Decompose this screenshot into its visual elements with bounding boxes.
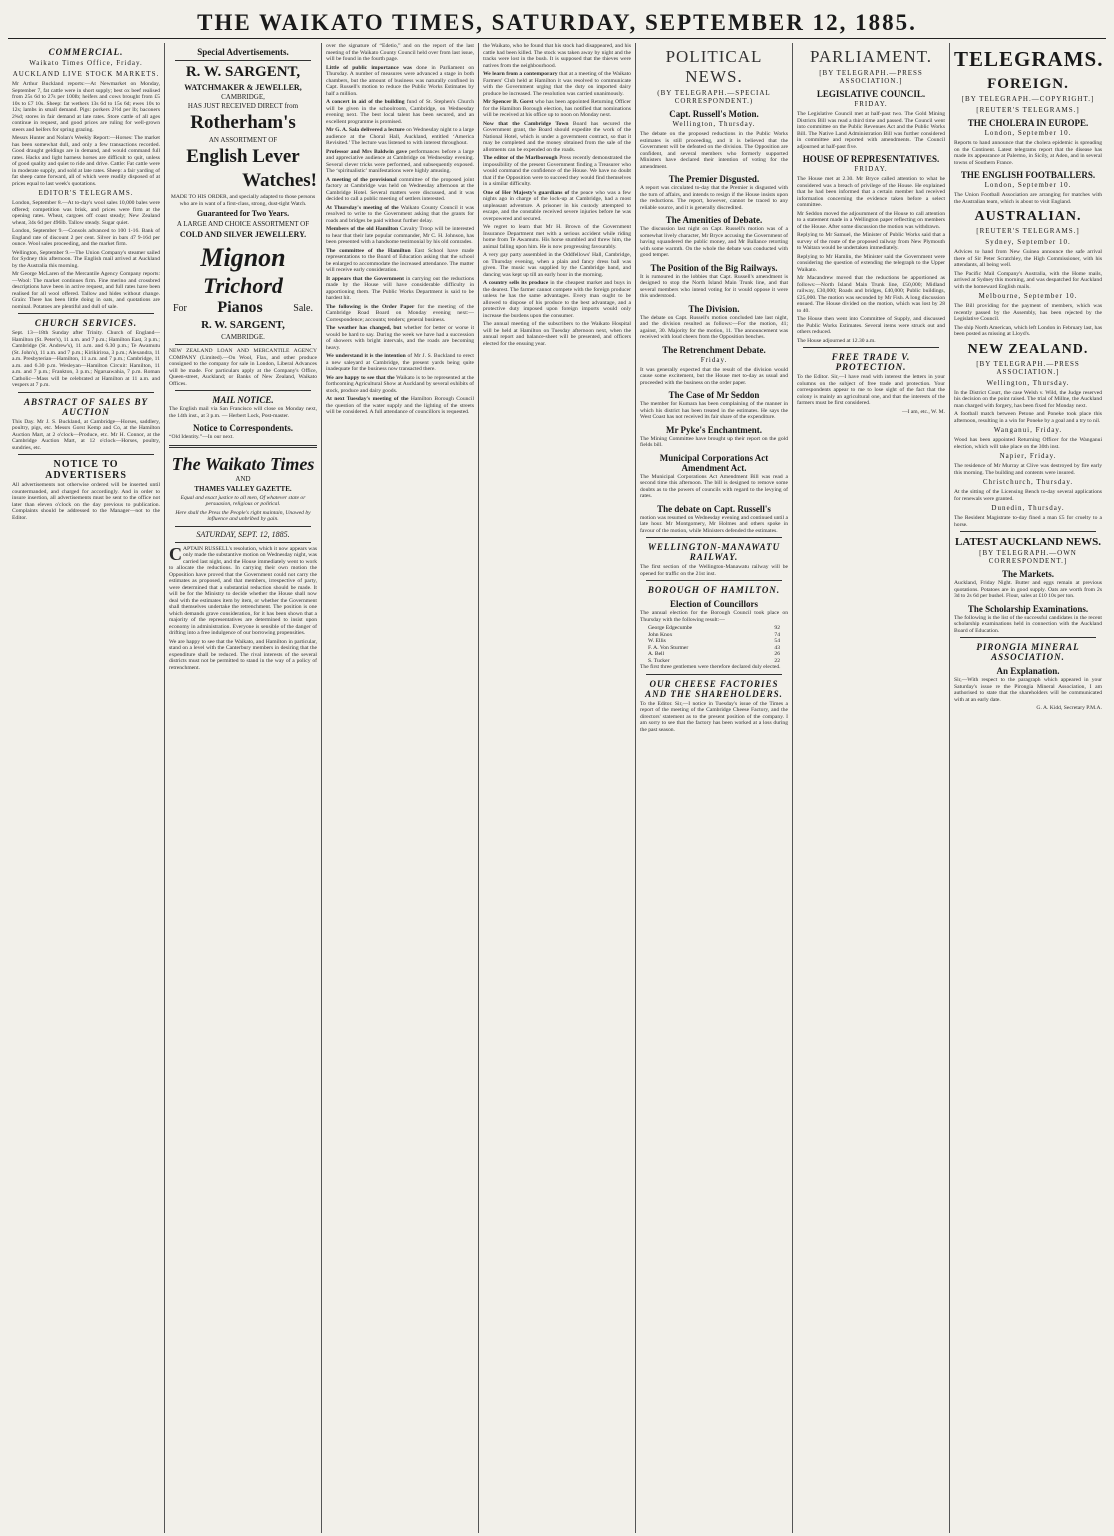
article-heading: THE CHOLERA IN EUROPE. [967,118,1089,128]
article-heading: THE ENGLISH FOOTBALLERS. [960,170,1096,180]
ad-heading: Mignon [200,243,286,272]
article-text: The first section of the Wellington-Manawatu railway will be opened for traffic on the 21st inst. [640,564,788,577]
ad-text: A LARGE AND CHOICE ASSORTMENT OF [176,220,310,228]
article-text: The Bill providing for the payment of members, which was recently passed by the Assembly, has been rejected by the Legislative Council. [954,303,1102,322]
dateline: Christchurch, Thursday. [982,478,1074,486]
ad-pianos-row [169,299,317,317]
dateline: Melbourne, September 10. [978,292,1078,300]
article-text: The residence of Mr Murray at Clive was destroyed by fire early this morning. The building and contents were insured. [954,463,1102,476]
item-body: who has been appointed Returning Officer for the Hamilton Borough election, has notified that nominations will be received at his office up to noon on Monday next. [483,99,631,118]
news-item [326,177,474,203]
section-heading: BOROUGH OF HAMILTON. [647,585,781,595]
section-heading: POLITICAL NEWS. [665,47,763,86]
section-heading: Special Advertisements. [197,47,289,57]
dateline: Waikato Times Office, Friday. [29,59,143,67]
section-heading: OUR CHEESE FACTORIES AND THE SHAREHOLDERS. [645,678,783,699]
news-item [326,276,474,302]
item-lead: The following is the Order Paper [326,303,415,310]
item-body: in carrying out the reductions made by the House will have considerable difficulty in apportioning them. The Public Works Department is said to be hardest hit. [326,275,474,301]
dateline: London, September 10. [984,129,1072,137]
article-text: Mr George McLaren of the Mercantile Agency Company reports:—Wool: The market continues firm. Fine merino and crossbred descriptions have been in active request, and full rates have been realised for all wool offered. Tallow and hides without change. Grain: There has been little doing in oats, and quotations are nominal. Potatoes are plentiful and dull of sale. [12,271,160,310]
ad-text: Sale. [293,302,313,314]
article-text: The discussion last night on Capt. Russell's motion was of a somewhat lively character, Mr Bryce accusing the Government of having squandered the public money, and Mr Ballance retorting with some warmth. On the whole the debate was conducted with good temper. [640,226,788,258]
item-lead: Mr Spencer B. Gorst [483,99,534,105]
newspaper-masthead: THE WAIKATO TIMES, SATURDAY, SEPTEMBER 12, 1885. [8,8,1106,39]
news-item [326,325,474,351]
article-heading: Municipal Corporations Act Amendment Act. [659,452,769,473]
article-text: The debate on the proposed reductions in the Public Works estimates is still proceeding, and it is believed that the Government will be defeated on the division. The Opposition are confident, and several members who formerly supported Ministers have declared their intention of voting for the amendment. [640,131,788,170]
article-text: “Old Identity.”—In our next. [169,434,234,440]
ad-heading: Watches! [242,170,317,191]
column-telegrams [950,43,1106,1533]
article-text: To the Editor. Sir,—I have read with interest the letters in your columns on the subject of free trade and protection. Your correspondents appear to me to lose sight of the fact that the colony is mainly an agricultural one, and that the interests of the farmers must be first considered. [797,374,945,406]
column-advertisements [165,43,322,1533]
article-heading: An Explanation. [996,666,1060,676]
news-item [326,149,474,175]
article-heading: The Division. [688,303,740,314]
item-lead: At next Tuesday's meeting of the [326,396,409,402]
article-text: The Mining Committee have brought up their report on the gold fields bill. [640,435,788,448]
article-text: Reports to hand announce that the cholera epidemic is spreading on the Continent. Latest telegrams report that the disease has made its appearance at Palermo, in Sicily, at Aden, and in several towns of Southern France. [954,140,1102,166]
article-text: At the sitting of the Licensing Bench to-day several applications for renewals were granted. [954,489,1102,502]
item-body: fund of St. Stephen's Church will be given in the schoolroom, Cambridge, on Wednesday evening next. The best local talent has been secured, and an excellent programme is promised. [326,99,474,125]
dateline: FRIDAY. [854,100,888,108]
item-body: of Mr J. S. Buckland to erect a new saleyard at Cambridge, the present yards being quite inadequate for the business now transacted there. [326,353,474,372]
advertiser-name: R. W. SARGENT, [201,319,285,331]
article-text: The annual election for the Borough Council took place on Thursday with the following result:— [640,610,788,623]
signature: —I am, etc., W. M. [901,408,945,415]
item-body: for the meeting of the Cambridge Road Board on Monday evening next:—Correspondence; accounts; tenders; general business. [326,303,474,323]
ad-text: Guaranteed for Two Years. [196,209,290,218]
article-text: To the Editor. Sir,—I notice in Tuesday's issue of the Times a report of the meeting of the Cambridge Cheese Factory, and the directors' statement as to the present position of the company. I am sorry to see that the factory has been worked at a loss during the past season. [640,700,788,733]
article-text: Mr Seddon moved the adjournment of the House to call attention to a statement made in a Wellington paper reflecting on members of the House. After some discussion the motion was withdrawn. [797,210,945,230]
subheading: EDITOR'S TELEGRAMS. [38,189,134,197]
ad-text: HAS JUST RECEIVED DIRECT from [187,102,299,110]
candidate-votes: 43 [774,644,780,651]
item-body: Hamilton Borough Council the question of the water supply and the lighting of the streets will be considered. A full attendance of councillors is requested. [326,396,475,415]
item-lead: A concert in aid of the building [326,99,405,105]
subheading: [BY TELEGRAPH.—OWN CORRESPONDENT.] [979,549,1077,565]
divider [175,390,311,391]
item-lead: The committee of the Hamilton [326,247,411,254]
article-text: All advertisements not otherwise ordered will be inserted until countermanded, and charged for accordingly. And in order to insure insertion, all advertisements must be sent to the office not later than eleven o'clock on the day previous to publication. Complaints should be addressed to the Manager—not to the Editor. [12,482,160,521]
divider [18,392,154,393]
editorial-dateline: SATURDAY, SEPT. 12, 1885. [196,529,290,539]
divider [960,637,1096,638]
ad-text: For [173,302,187,314]
subheading: [BY TELEGRAPH.—COPYRIGHT.] [961,95,1095,103]
article-heading: Capt. Russell's Motion. [669,109,759,119]
item-body: that at a meeting of the Waikato Farmers' Club held at Hamilton it was resolved to communicate with the Government urging that the duty on imported dairy produce be increased. The resolution was carried unanimously. [483,71,631,97]
section-heading: MAIL NOTICE. [212,395,274,405]
divider [175,542,311,543]
article-text: The Pacific Mail Company's Australia, with the Home mails, arrived at Sydney this morning, and was despatched for Auckland with the homeward English mails. [954,270,1102,290]
item-body: whether for better or worse it would be hard to say. During the week we have had a succession of showers with bright intervals, and the roads are becoming heavy. [326,325,474,351]
subheading: [REUTER'S TELEGRAMS.] [976,106,1080,114]
item-body: East School have made representations to the Board of Education asking that the school be enlarged to accommodate the increased attendance. The matter will receive early consideration. [326,247,474,273]
item-body: Board has secured the Government grant, the Board should expedite the work of the National Hotel, which is under a government contract, so that it may be completed and the money obtained from the sale of the allotments can be expended on the roads. [483,120,631,153]
article-text: The House met at 2.30. Mr Bryce called attention to what he considered was a breach of privilege of the House. He explained that he had been informed that a certain member had received information concerning the evidence taken before a select committee. [797,176,945,208]
divider [960,531,1096,532]
article-text: Advices to hand from New Guinea announce the safe arrival there of Sir Peter Scratchley, the High Commissioner, with his attendants, all being well. [954,249,1102,268]
article-heading: Mr Pyke's Enchantment. [665,424,763,435]
article-text: the Waikato, who he found that his stock had disappeared, and his cattle had been killed. The stock was taken away by night and the tracks were lost in the bush. It is supposed that the thieves were natives from the neighbourhood. [483,43,631,69]
article-text: It is rumoured in the lobbies that Capt. Russell's amendment is designed to stop the North Island Main Trunk line, and that several members who intend voting for it would oppose it were this understood. [640,273,788,299]
item-body: performances before a large and appreciative audience at Cambridge on Wednesday evening. Several clever tricks were performed, and subsequently exposed. The ‘spiritualistic’ manifestations were highly amusing. [326,148,474,174]
candidate-name: A. Bell [648,651,665,657]
article-text: Replying to Mr Hamlin, the Minister said the Government were considering the question of extending the telegraph to the Upper Waikato. [797,253,945,273]
subheading: AUCKLAND LIVE STOCK MARKETS. [12,70,160,78]
divider [646,580,782,581]
news-item [326,226,474,246]
article-text: It was generally expected that the result of the division would cause some excitement, but the House met to-day as usual and proceeded with the business on the order paper. [640,366,788,386]
editorial-text [169,543,317,637]
article-heading: The Position of the Big Railways. [650,262,778,273]
item-body: Press recently demonstrated the impossibility of the present Government finding a Treasurer who would command the confidence of the House. We have no doubt that if the Opposition were to succeed they would find themselves in a similar difficulty. [483,155,631,187]
subheading: [BY TELEGRAPH.—PRESS ASSOCIATION.] [819,69,923,85]
article-text: The Legislative Council met at half-past two. The Gold Mining Districts Bill was read a third time and passed. The Council went into committee on the Public Revenues Act and the Public Works Bill. The Native Land Administration Bill was further considered in committee and reported with amendments. The Council adjourned at half-past five. [797,111,945,150]
section-heading: WELLINGTON-MANAWATU RAILWAY. [647,542,781,562]
article-heading: LEGISLATIVE COUNCIL. [816,89,926,99]
item-lead: A meeting of the provisional [326,176,397,183]
item-lead: It appears that the Government [326,275,404,282]
item-body: on Wednesday night to a large audience at the Choral Hall, Auckland, entitled ‘America Revisited.’ The lecture was listened to with interest throughout. [326,127,474,146]
section-heading: PARLIAMENT. [810,47,932,66]
article-heading: HOUSE OF REPRESENTATIVES. [802,154,940,164]
article-text: A very gay party assembled in the Oddfellows' Hall, Cambridge, on Thursday evening, when a plain and fancy dress ball was given. The music was supplied by the Cambridge band, and dancing was kept up till an early hour in the morning. [483,252,631,278]
editorial-text: We are happy to see that the Waikato, and Hamilton in particular, stand on a level with the Canterbury members in desiring that the expenditure shall be reduced. The rival interests of the several districts must not be permitted to stand in the way of a policy of retrenchment. [169,638,317,671]
divider [18,313,154,314]
news-item [483,71,631,97]
section-heading: AUSTRALIAN. [974,209,1082,224]
item-lead: Little of public importance was [326,64,412,71]
section-heading: FREE TRADE V. PROTECTION. [831,352,911,372]
ad-heading: Rotherham's [190,112,296,133]
section-heading: PIRONGIA MINERAL ASSOCIATION. [976,642,1080,662]
section-heading: LATEST AUCKLAND NEWS. [955,536,1101,548]
ad-heading: English Lever [186,146,300,167]
dateline: Dunedin, Thursday. [991,504,1065,512]
item-lead: At Thursday's meeting of the [326,204,399,211]
ad-text: AN ASSORTMENT OF [208,136,278,144]
article-text: Sir,—With respect to the paragraph which appeared in your Saturday's issue re the Pirongia Mineral Association, I am authorised to state that the shareholders will be communicated with at an early date. [954,677,1102,703]
article-text: Wellington, September 9.—The Union Company's steamer sailed for Sydney this afternoon. The English mail arrived at Auckland by the Australia this morning. [12,249,160,269]
candidate-votes: 92 [774,625,780,631]
article-heading: The Premier Disgusted. [668,174,760,184]
article-text: The House then went into Committee of Supply, and discussed the Public Works Estimates. Several items were struck out and others reduced. [797,316,945,335]
news-item [326,396,474,416]
motto: Equal and exact justice to all men, Of whatever state or persuasion, religious or political. [180,494,306,507]
article-text: The annual meeting of the subscribers to the Waikato Hospital will be held at Hamilton on Tuesday afternoon next, when the annual report and balance-sheet will be presented, and officers elected for the ensuing year. [483,321,631,347]
candidate-name: W. Ellis [648,638,666,644]
article-heading: Election of Councillors [670,599,758,609]
dateline: Sydney, September 10. [985,238,1071,246]
advertiser-name: R. W. SARGENT, [185,64,301,80]
editorial-body: APTAIN RUSSELL's resolution, which it now appears was only made the substantive motion on Wednesday night, was carried last night, and the House immediately went to work to allocate the reductions. In carrying their own motion the Opposition have proved that the Government could not carry the estimates as proposed, and that members, irrespective of party, were determined that a substantial reduction should be made. It will be for the Ministry to decide whether the House shall now deal with the estimates item by item, or whether the Government shall themselves undertake the retrenchment. The position is one which demands grave consideration, for it has been shown that a majority of the representatives are determined to insist upon economy in administration. Everyone is sensible of the danger of drifting into a free indulgence of our borrowing propensities. [169,545,317,636]
article-text: Messrs Hunter and Nolan's Weekly Report:—Horses: The market has been somewhat dull, and only a few transactions recorded. Good draught geldings are in demand, and would command full rates. Hacks and light harness horses are difficult to quit, unless of good quality and quiet to ride and drive. Cattle: Fat cattle were in moderate supply, and sold at late rates. Sheep: a fair yarding of fat sheep came forward, all of which were readily disposed of at prices equal to last week's quotations. [12,135,160,187]
dateline: Napier, Friday. [999,452,1057,460]
signature: G. A. Kidd, Secretary P.M.A. [1036,705,1102,711]
news-item [483,121,631,154]
article-text: The debate on Capt. Russell's motion concluded late last night, and the division resulted as follows:—For the motion, 41; against, 30. Majority for the motion, 11. The announcement was received with loud cheers from the Opposition benches. [640,314,788,340]
divider [175,344,311,345]
news-item [326,248,474,274]
news-item [326,65,474,98]
article-heading: The Scholarship Examinations. [967,603,1089,614]
candidate-name: F. A. Von Sturmer [648,644,689,651]
ad-text: WATCHMAKER & JEWELLER, [184,83,302,92]
paper-nameplate-and: AND [235,474,251,483]
drop-cap: C [169,543,182,564]
divider [18,454,154,455]
news-item [483,99,631,119]
section-heading: NOTICE TO ADVERTISERS [45,459,127,481]
item-lead: Members of the old Hamilton [326,226,399,232]
candidate-votes: 74 [774,631,780,638]
section-heading: TELEGRAMS. [954,47,1104,71]
candidate-votes: 22 [774,657,780,664]
item-lead: Mr G. A. Sala delivered a lecture [326,127,405,133]
article-heading: The Markets. [1002,569,1054,579]
subheading: [REUTER'S TELEGRAMS.] [976,227,1080,235]
article-text: A football match between Petone and Poneke took place this afternoon, resulting in a win for Poneke by a goal and a try to nil. [954,411,1102,424]
news-item [326,304,474,324]
item-lead: We are happy to see that the [326,374,395,381]
article-text: Sept. 13—18th Sunday after Trinity. Church of England—Hamilton (St. Peter's), 11 a.m. and 7 p.m.; Hamilton East, 3 p.m.; Cambridge (St. Andrew's), 11 a.m. and 6.30 p.m.; Te Awamutu (St. John's), 11 a.m. and 7 p.m.; Kirikiriroa, 3 p.m.; Alexandra, 11 a.m. Presbyterian—Hamilton, 11 a.m. and 7 p.m.; Cambridge, 11 a.m. and 6.30 p.m. Wesleyan—Hamilton Circuit: Hamilton, 11 a.m. and 7 p.m.; Frankton, 3 p.m.; Ngaruawahia, 7 p.m. Roman Catholic—Mass will be celebrated at Hamilton at 11 a.m. and vespers at 7 p.m. [12,330,160,388]
column-political-news [636,43,793,1533]
article-text: Replying to Mr Samuel, the Minister of Public Works said that a survey of the route of the proposed railway from New Plymouth to Waitara would be undertaken immediately. [797,232,945,251]
article-text: A report was circulated to-day that the Premier is disgusted with the turn of affairs, and intends to resign if the House insists upon the reductions. The report, however, cannot be traced to any reliable source, and it is generally discredited. [640,185,788,211]
article-text: The following is the list of the successful candidates in the recent scholarship examinations held in connection with the Auckland Board of Education. [954,614,1102,634]
candidate-votes: 26 [774,651,780,657]
article-heading: The debate on Capt. Russell's [657,503,771,514]
article-text: This Day. Mr J. S. Buckland, at Cambridge—Horses, saddlery, poultry, pigs, etc. Messrs Gorst Kemp and Co, at the Hamilton Auction Mart, at 2 o'clock—Produce, etc. Mr H. Connor, at the Cambridge Auction Mart, at 12 o'clock—Horses, poultry, sundries, etc. [12,418,160,451]
dateline: Wellington, Thursday. [986,378,1070,387]
dateline: Friday. [700,355,728,364]
divider [646,674,782,675]
column-local-news-2 [479,43,636,1533]
columns [8,43,1106,1533]
dateline: London, September 10. [984,181,1072,189]
news-item [326,353,474,373]
article-text: Mr Arthur Buckland reports:—At Newmarket on Monday, September 7, fat cattle were in short supply; best ox beef realised from 25s 6d to 27s per 100lb; heifers and cows brought from £5 10s to £7 10s. Sheep: fat wethers 13s 6d to 15s 6d; ewes 10s to 12s; lambs in small demand. Pigs: porkers 2½d per lb; baconers 2¾d; stores in fair demand at late rates. Store cattle of all ages continue in request, and good prices are ruling for well-grown steers and heifers for spring grazing. [12,81,160,133]
ad-heading: Trichord [203,273,283,298]
article-heading: The Amenities of Debate. [665,215,763,225]
candidate-votes: 54 [774,638,780,644]
item-body: Waikato is to be represented at the forthcoming Agricultural Show at Auckland by several exhibits of stock, produce and dairy goods. [326,374,474,394]
dateline: Wellington, Thursday. [672,120,756,128]
divider [175,526,311,527]
article-heading: The Retrenchment Debate. [662,344,766,355]
item-lead: A country sells its produce [483,280,549,286]
news-item [326,127,474,147]
dateline: FRIDAY. [854,165,888,173]
section-heading: CHURCH SERVICES. [34,318,138,328]
candidate-name: John Knox [648,631,673,638]
item-body: Cavalry Troop will be interested to hear that their late popular commander, Mr C. H. Johnson, has been presented with a handsome testimonial by his old comrades. [326,226,474,245]
ad-heading: Pianos [217,299,263,316]
article-text: The member for Kumara has been complaining of the manner in which his district has been treated in the estimates. He says the West Coast has not received its fair share of the expenditure. [640,401,788,420]
news-item [483,190,631,223]
divider [803,347,939,348]
item-body: the peace who was a few nights ago in charge of the lock-up at Cambridge, had a most unpleasant adventure. A prisoner in his custody attempted to escape, and the constable received severe injuries before he was overpowered and secured. [483,189,631,222]
section-heading: ABSTRACT OF SALES BY AUCTION [23,396,149,417]
article-text: London, September 9.—Consols advanced to 100 1-16. Bank of England rate of discount 2 per cent. Silver in bars 47 9-16d per ounce. Wool sales proceeding, and the market firm. [12,228,160,247]
item-body: committee of the proposed joint factory at Cambridge was held on Wednesday afternoon at the Cambridge Hotel. Several matters were discussed, and it was decided to call a public meeting of settlers interested. [326,176,474,202]
candidate-name: S. Tucker [648,657,670,664]
item-lead: We understand it is the intention [326,353,406,359]
item-body: done in Parliament on Thursday. A number of measures were advanced a stage in both chambers, but the amount of business was naturally confined in Capt. Russell's motion to reduce the Public Works Estimates by half a million. [326,64,474,97]
column-commercial [8,43,165,1533]
article-text: Auckland, Friday Night. Butter and eggs remain at previous quotations. Potatoes are in good supply. Oats are worth from 2s 3d to 2s 6d per bushel. Flour, sales at £10 10s per ton. [954,580,1102,599]
motto: Here shall the Press the People's right maintain, Unawed by influence and unbribed by gain. [175,509,311,522]
item-lead: The editor of the Marlborough [483,155,558,161]
item-lead: Now that the Cambridge Town [483,120,569,127]
column-parliament [793,43,950,1533]
news-item [326,99,474,125]
article-text: motion was resumed on Wednesday evening and continued until a late hour. Mr Montgomery, Mr Holmes and others spoke in favour of the motion, while Ministers defended the estimates. [640,514,788,534]
ad-text: CAMBRIDGE. [221,333,265,341]
article-text: The House adjourned at 12.30 a.m. [797,337,876,344]
article-text: The Union Football Association are arranging for matches with the Australian team, which is about to visit England. [954,192,1102,205]
subheading: [BY TELEGRAPH.—PRESS ASSOCIATION.] [976,359,1080,376]
article-text: The ship North American, which left London in February last, has been posted as missing at Lloyd's. [954,324,1102,337]
ad-text: CAMBRIDGE, [221,93,265,101]
article-text: The Municipal Corporations Act Amendment Bill was read a second time this afternoon. The bill is designed to remove some doubts as to the powers of councils with regard to the levying of rates. [640,473,788,499]
article-heading: The Case of Mr Seddon [668,390,760,400]
article-text: The English mail via San Francisco will close on Monday next, the 14th inst., at 3 p.m. — Herbert Lock, Post-master. [169,406,317,419]
article-text: The first three gentlemen were therefore declared duly elected. [640,664,781,670]
article-text: over the signature of “Edetio,” and on the report of the last meeting of the Waikato County Council held over from last issue, will be found in the fourth page. [326,43,474,62]
news-item [326,205,474,225]
paper-nameplate: The Waikato Times [171,453,315,474]
ad-text: MADE TO HIS ORDER, and specially adapted to those persons who are in want of a first-class, strong, dust-tight Watch. [170,194,316,207]
article-text: Wood has been appointed Returning Officer for the Wanganui election, which will take place on the 30th inst. [954,437,1102,450]
article-text: London, September 8.—At to-day's wool sales 10,000 bales were offered; competition was brisk, and prices were firm at the opening rates. Wheat, cargoes off coast steady; New Zealand wheat, 34s 6d per 496lb. Tallow steady. Sugar quiet. [12,200,160,226]
section-heading: FOREIGN. [987,76,1069,92]
subheading: (BY TELEGRAPH.—SPECIAL CORRESPONDENT.) [657,89,771,105]
item-lead: One of Her Majesty's guardians of [483,189,570,196]
article-text: We regret to learn that Mr H. Brown of the Government Insurance Department met with a serious accident while riding home from Te Awamutu. His horse stumbled and threw him, the animal falling upon him. He is now progressing favourably. [483,224,631,250]
dateline: Wanganui, Friday. [993,426,1063,434]
item-lead: Professor and Mrs Baldwin gave [326,148,407,155]
section-heading: COMMERCIAL. [48,47,124,57]
item-lead: We learn from a contemporary [483,71,558,77]
news-item [326,375,474,395]
article-text: The Resident Magistrate to-day fined a man £5 for cruelty to a horse. [954,515,1102,528]
divider [175,60,311,61]
paper-nameplate-sub: THAMES VALLEY GAZETTE. [194,484,292,493]
divider [169,445,317,448]
item-body: Waikato County Council it was resolved to write to the Government asking that the grants for roads and bridges be paid without further delay. [326,204,474,224]
section-heading: NEW ZEALAND. [967,341,1089,357]
item-lead: The weather has changed, but [326,325,402,331]
section-heading: Notice to Correspondents. [192,423,294,433]
item-body: in the cheapest market and buys in the dearest. The farmer cannot compete with the foreign producer unless he has the same advantages. Every man ought to be allowed to dispose of his produce to the best advantage, and a protective duty imposed upon foreign imports would only increase the burdens upon the consumer. [483,280,632,319]
news-item [483,280,631,319]
ad-text: COLD AND SILVER JEWELLERY. [179,230,307,239]
article-text: In the District Court, the case Welsh v. Wild, the Judge reserved his decision on the point raised. The trial of Millne, the Auckland man charged with forgery, has been fixed for Monday next. [954,389,1102,409]
column-local-news [322,43,479,1533]
candidate-name: George Edgecumbe [648,625,693,631]
ad-text: NEW ZEALAND LOAN AND MERCANTILE AGENCY COMPANY (Limited).—On Wool, Flax, and other produce consigned to the company for sale in London, Liberal Advances will be made. For particulars apply at the Company's Office, Queen-street, Auckland; or Banks of New Zealand, Waikato Offices. [169,348,317,387]
article-text: Mr Macandrew moved that the reductions be apportioned as follows:—North Island Main Trunk line, £50,000; Midland railway, £30,000; Roads and bridges, £40,000; Public buildings, £25,000. The motion was seconded by Mr Fish. A long discussion ensued. The House divided on the motion, which was lost by 28 to 40. [797,275,945,314]
news-item [483,155,631,188]
divider [646,537,782,538]
